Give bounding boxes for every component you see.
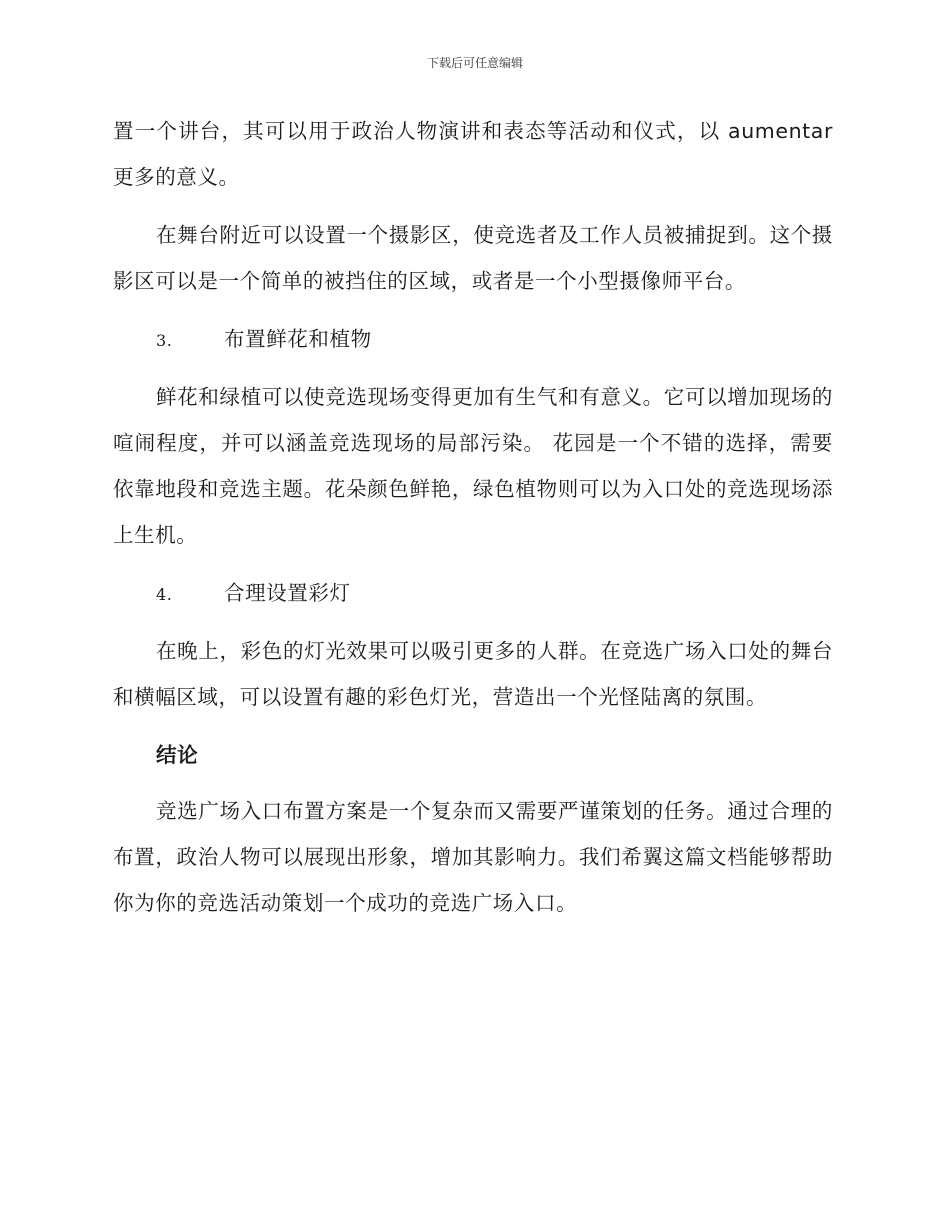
list-item-flowers	[156, 316, 833, 364]
list-number: 4.	[156, 585, 173, 604]
list-number: 3.	[156, 331, 173, 350]
paragraph-podium: 置一个讲台，其可以用于政治人物演讲和表态等活动和仪式，以 aumentar 更多的意义。	[113, 119, 833, 189]
paragraph-flowers: 鲜花和绿植可以使竞选现场变得更加有生气和有意义。它可以增加现场的喧闹程度，并可以涵盖竞选现场的局部污染。 花园是一个不错的选择，需要依靠地段和竞选主题。花朵颜色鲜艳，绿色植物则可以为入口处的竞选现场添上生机。	[113, 385, 833, 547]
conclusion-heading: 结论	[156, 743, 199, 767]
paragraph-photo-area: 在舞台附近可以设置一个摄影区，使竞选者及工作人员被捕捉到。这个摄影区可以是一个简单的被挡住的区域，或者是一个小型摄像师平台。	[113, 223, 833, 293]
paragraph-lights: 在晚上，彩色的灯光效果可以吸引更多的人群。在竞选广场入口处的舞台和横幅区域，可以设置有趣的彩色灯光，营造出一个光怪陆离的氛围。	[113, 639, 833, 709]
list-label: 布置鲜花和植物	[224, 327, 372, 351]
paragraph-conclusion: 竞选广场入口布置方案是一个复杂而又需要严谨策划的任务。通过合理的布置，政治人物可以展现出形象，增加其影响力。我们希翼这篇文档能够帮助你为你的竞选活动策划一个成功的竞选广场入口。	[113, 799, 833, 915]
list-item-lights	[156, 570, 833, 618]
list-label: 合理设置彩灯	[224, 581, 351, 605]
page-header: 下载后可任意编辑	[426, 56, 523, 70]
document-body	[113, 108, 833, 938]
